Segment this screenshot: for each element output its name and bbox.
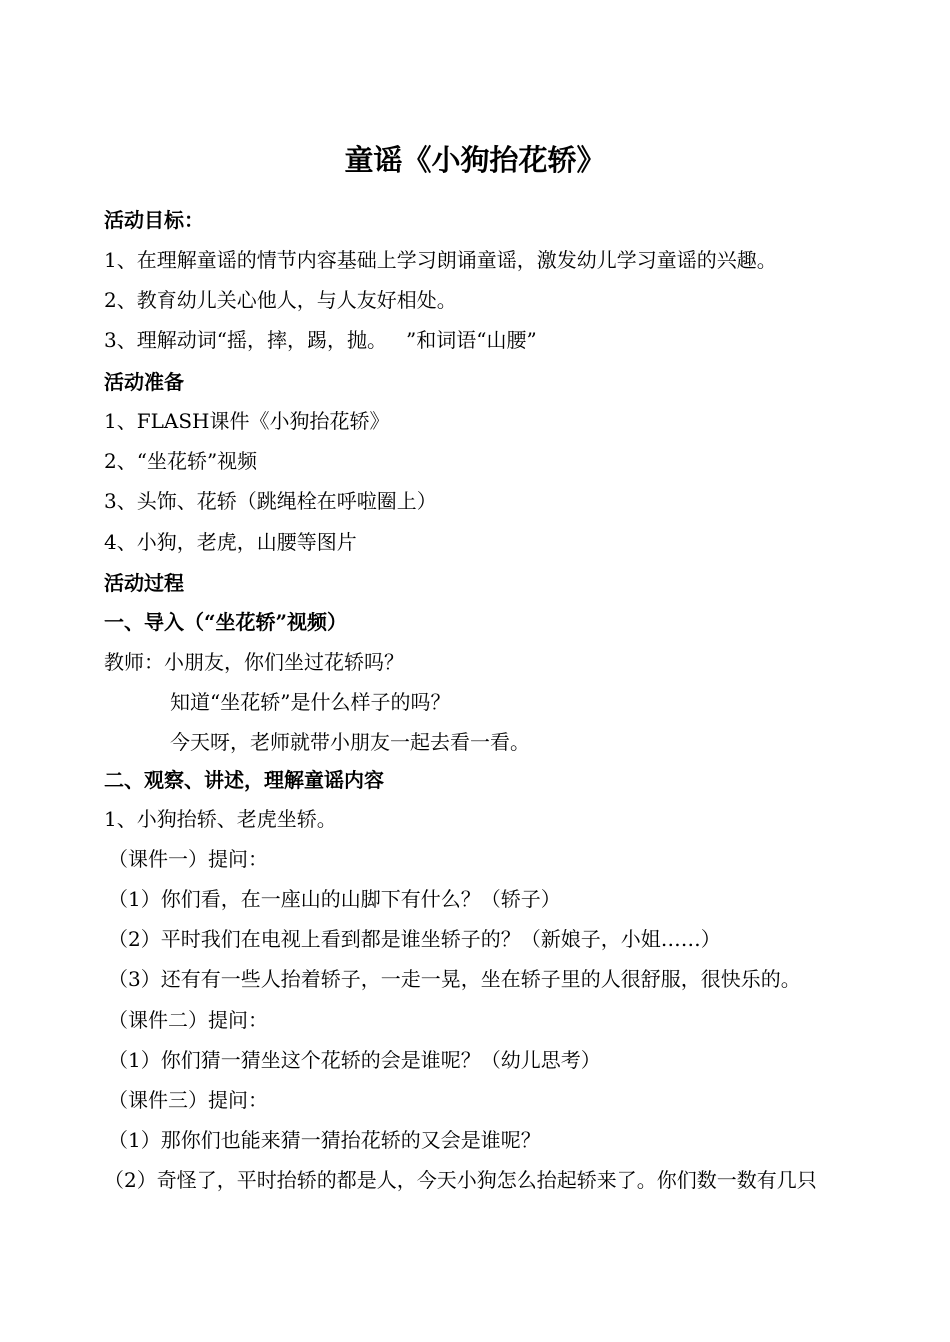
document-title: 童谣《小狗抬花轿》 xyxy=(344,143,606,177)
goal-item-2: 2、教育幼儿关心他人，与人友好相处。 xyxy=(104,288,457,312)
prep-item-3: 3、头饰、花轿（跳绳栓在呼啦圈上） xyxy=(104,489,437,513)
part2-line-1: 1、小狗抬轿、老虎坐轿。 xyxy=(104,807,337,831)
part2-line-6: （课件二）提问： xyxy=(108,1008,268,1032)
part1-line-1: 教师：小朋友，你们坐过花轿吗？ xyxy=(104,650,404,674)
part1-heading: 一、导入（“坐花轿”视频） xyxy=(104,610,348,634)
part2-line-5: （3）还有有一些人抬着轿子，一走一晃，坐在轿子里的人很舒服，很快乐的。 xyxy=(108,967,801,991)
part2-line-3: （1）你们看，在一座山的山脚下有什么？（轿子） xyxy=(108,887,561,911)
prep-heading: 活动准备 xyxy=(104,370,184,394)
part2-line-7: （1）你们猜一猜坐这个花轿的会是谁呢？（幼儿思考） xyxy=(108,1048,601,1072)
part2-line-8: （课件三）提问： xyxy=(108,1088,268,1112)
part2-line-9: （1）那你们也能来猜一猜抬花轿的又会是谁呢？ xyxy=(108,1128,541,1152)
prep-item-1: 1、FLASH课件《小狗抬花轿》 xyxy=(104,409,390,433)
goals-heading: 活动目标： xyxy=(104,208,204,232)
goal-item-1: 1、在理解童谣的情节内容基础上学习朗诵童谣，激发幼儿学习童谣的兴趣。 xyxy=(104,248,777,272)
goal-item-3: 3、理解动词“摇，摔，踢，抛。 ”和词语“山腰” xyxy=(104,328,537,352)
part1-line-2: 知道“坐花轿”是什么样子的吗？ xyxy=(170,690,451,714)
part2-line-4: （2）平时我们在电视上看到都是谁坐轿子的？（新娘子，小姐……） xyxy=(108,927,721,951)
prep-item-4: 4、小狗，老虎，山腰等图片 xyxy=(104,530,357,554)
part2-heading: 二、观察、讲述，理解童谣内容 xyxy=(104,768,384,792)
part2-line-2: （课件一）提问： xyxy=(108,847,268,871)
part2-line-10: （2）奇怪了，平时抬轿的都是人，今天小狗怎么抬起轿来了。你们数一数有几只 xyxy=(104,1168,817,1192)
process-heading: 活动过程 xyxy=(104,571,184,595)
prep-item-2: 2、“坐花轿”视频 xyxy=(104,449,258,473)
part1-line-3: 今天呀，老师就带小朋友一起去看一看。 xyxy=(170,730,530,754)
